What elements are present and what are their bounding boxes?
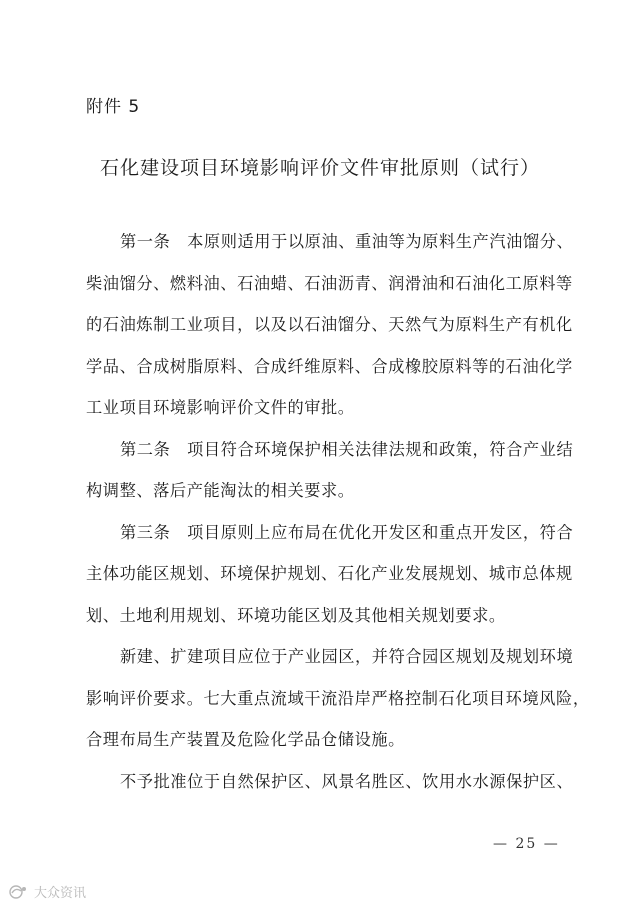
attachment-label: 附件 5: [86, 97, 141, 117]
body-line: 影响评价要求。七大重点流域干流沿岸严格控制石化项目环境风险，: [86, 688, 590, 708]
body-line: 主体功能区规划、环境保护规划、石化产业发展规划、城市总体规: [86, 564, 573, 583]
body-line: 不予批准位于自然保护区、风景名胜区、饮用水水源保护区、: [120, 771, 574, 791]
body-line: 划、土地利用规划、环境功能区划及其他相关规划要求。: [86, 605, 506, 625]
document-body: [86, 221, 590, 802]
watermark: [8, 882, 86, 901]
body-line: 第二条 项目符合环境保护相关法律法规和政策，符合产业结: [120, 439, 574, 459]
body-line: 构调整、落后产能淘汰的相关要求。: [86, 481, 355, 500]
watermark-text: 大众资讯: [34, 886, 87, 901]
body-line: 第三条 项目原则上应布局在优化开发区和重点开发区，符合: [120, 522, 574, 542]
body-line: 新建、扩建项目应位于产业园区，并符合园区规划及规划环境: [120, 647, 574, 666]
page-number: — 25 —: [493, 836, 560, 852]
watermark-logo-icon: [8, 884, 30, 900]
body-line: 学品、合成树脂原料、合成纤维原料、合成橡胶原料等的石油化学: [86, 356, 573, 376]
body-line: 合理布局生产装置及危险化学品仓储设施。: [86, 730, 405, 749]
body-line: 的石油炼制工业项目，以及以石油馏分、天然气为原料生产有机化: [86, 315, 573, 334]
body-line: 第一条 本原则适用于以原油、重油等为原料生产汽油馏分、: [120, 232, 574, 251]
body-line: 工业项目环境影响评价文件的审批。: [86, 398, 355, 417]
body-line: 柴油馏分、燃料油、石油蜡、石油沥青、润滑油和石油化工原料等: [86, 273, 573, 293]
document-title: 石化建设项目环境影响评价文件审批原则（试行）: [99, 157, 540, 179]
